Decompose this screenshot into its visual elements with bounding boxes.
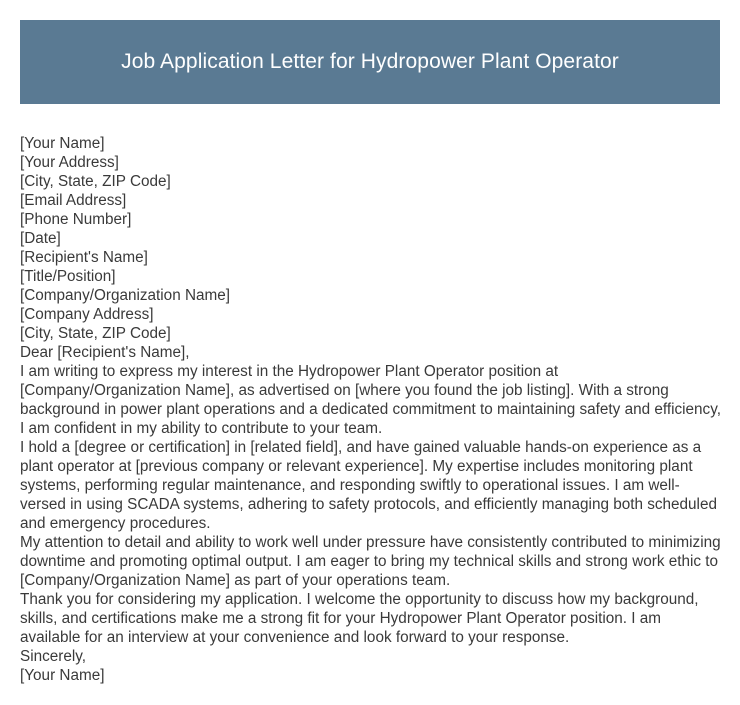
- recipient-company: [Company/Organization Name]: [20, 287, 231, 304]
- sender-address: [Your Address]: [20, 154, 119, 171]
- signature: [Your Name]: [20, 667, 105, 684]
- recipient-title: [Title/Position]: [20, 268, 116, 285]
- paragraph-intro: I am writing to express my interest in the Hydropower Plant Operator position at [Company/Organization Name], as advertised on [where you found the job listing]. With a strong background in power plant operations and a dedicated commitment to maintaining safety and efficiency, I am confident in my ability to contribute to your team.: [20, 363, 721, 437]
- sender-name: [Your Name]: [20, 135, 105, 152]
- salutation: Dear [Recipient's Name],: [20, 344, 190, 361]
- letter-body: [20, 134, 722, 685]
- paragraph-closing: Thank you for considering my application. I welcome the opportunity to discuss how my background, skills, and certifications make me a strong fit for your Hydropower Plant Operator position. I am available for an interview at your convenience and look forward to your response.: [20, 591, 699, 646]
- recipient-name: [Recipient's Name]: [20, 249, 148, 266]
- letter-date: [Date]: [20, 230, 61, 247]
- closing: Sincerely,: [20, 648, 87, 665]
- sender-email: [Email Address]: [20, 192, 127, 209]
- paragraph-experience: I hold a [degree or certification] in [related field], and have gained valuable hands-on experience as a plant operator at [previous company or relevant experience]. My expertise includes monitoring plant systems, performing regular maintenance, and responding swiftly to operational issues. I am well-versed in using SCADA systems, adhering to safety protocols, and efficiently managing both scheduled and emergency procedures.: [20, 439, 717, 532]
- sender-phone: [Phone Number]: [20, 211, 132, 228]
- title-banner: [20, 20, 720, 104]
- sender-city-state-zip: [City, State, ZIP Code]: [20, 173, 171, 190]
- page-title: Job Application Letter for Hydropower Plant Operator: [121, 50, 619, 73]
- recipient-address: [Company Address]: [20, 306, 154, 323]
- recipient-city-state-zip: [City, State, ZIP Code]: [20, 325, 171, 342]
- paragraph-skills: My attention to detail and ability to work well under pressure have consistently contributed to minimizing downtime and promoting optimal output. I am eager to bring my technical skills and strong work ethic to [Company/Organization Name] as part of your operations team.: [20, 534, 721, 589]
